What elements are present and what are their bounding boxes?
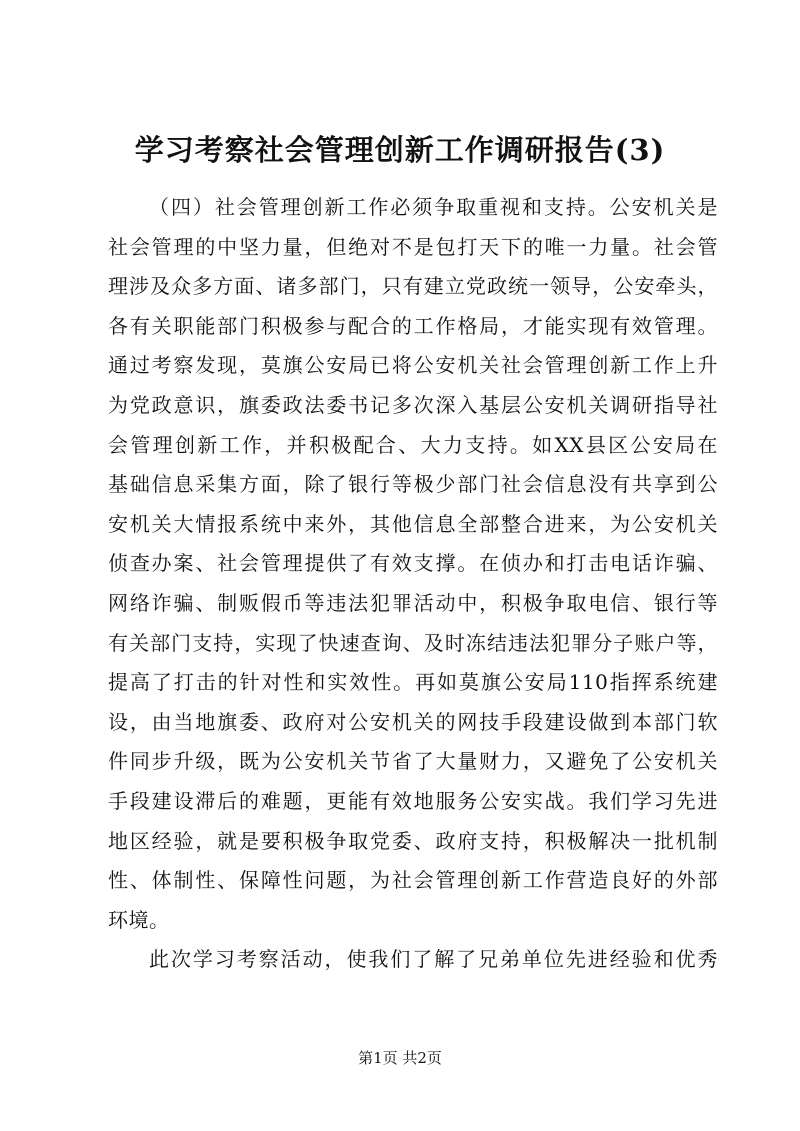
paragraph-line: 地区经验，就是要积极争取党委、政府支持，积极解决一批机制 [108, 828, 718, 853]
paragraph-line: 各有关职能部门积极参与配合的工作格局，才能实现有效管理。 [108, 313, 718, 338]
paragraph-line: 环境。 [108, 907, 170, 932]
paragraph-line: 通过考察发现，莫旗公安局已将公安机关社会管理创新工作上升 [108, 353, 718, 378]
document-body [108, 188, 718, 980]
paragraph-line: 件同步升级，既为公安机关节省了大量财力，又避免了公安机关 [108, 749, 718, 774]
paragraph-line: 网络诈骗、制贩假币等违法犯罪活动中，积极争取电信、银行等 [108, 590, 718, 615]
paragraph-line: 基础信息采集方面，除了银行等极少部门社会信息没有共享到公 [108, 472, 718, 497]
paragraph-line: 理涉及众多方面、诸多部门，只有建立党政统一领导，公安牵头， [108, 274, 718, 299]
paragraph-line: （四）社会管理创新工作必须争取重视和支持。公安机关是 [149, 195, 718, 219]
paragraph-line: 性、体制性、保障性问题，为社会管理创新工作营造良好的外部 [108, 868, 718, 893]
paragraph-line: 手段建设滞后的难题，更能有效地服务公安实战。我们学习先进 [108, 788, 718, 813]
paragraph-line: 此次学习考察活动，使我们了解了兄弟单位先进经验和优秀 [149, 947, 718, 972]
paragraph-line: 提高了打击的针对性和实效性。再如莫旗公安局110指挥系统建 [108, 670, 718, 695]
paragraph-line: 有关部门支持，实现了快速查询、及时冻结违法犯罪分子账户等， [108, 630, 718, 655]
paragraph-line: 会管理创新工作，并积极配合、大力支持。如XX县区公安局在 [108, 432, 718, 457]
paragraph-line: 社会管理的中坚力量，但绝对不是包打天下的唯一力量。社会管 [108, 234, 718, 259]
paragraph-line: 侦查办案、社会管理提供了有效支撑。在侦办和打击电话诈骗、 [108, 551, 718, 576]
paragraph-line: 设，由当地旗委、政府对公安机关的网技手段建设做到本部门软 [108, 709, 718, 734]
page-footer: 第1页 共2页 [358, 1049, 442, 1067]
document-title: 学习考察社会管理创新工作调研报告(3) [134, 133, 666, 167]
paragraph-line: 安机关大情报系统中来外，其他信息全部整合进来，为公安机关 [108, 511, 718, 536]
paragraph-line: 为党政意识，旗委政法委书记多次深入基层公安机关调研指导社 [108, 392, 718, 417]
